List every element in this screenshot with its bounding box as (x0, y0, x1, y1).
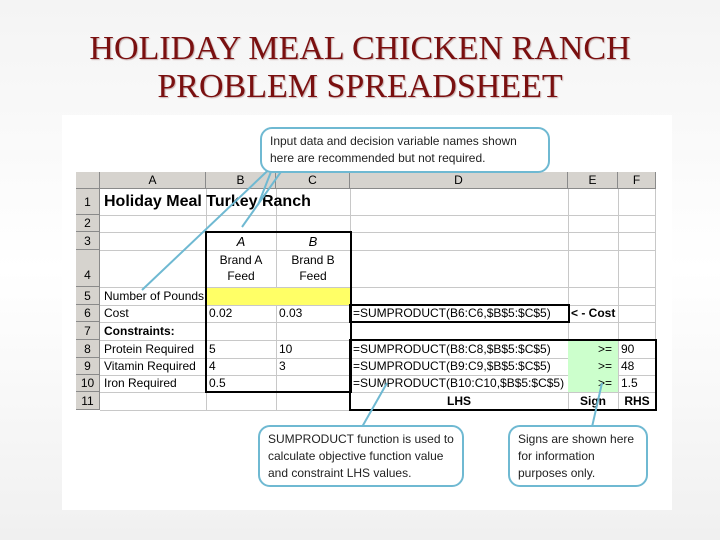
leader-line-to-pounds-label (142, 159, 280, 290)
sign-header[interactable]: Sign (580, 394, 606, 408)
row-header-2[interactable]: 2 (76, 215, 100, 232)
cost-a-cell[interactable]: 0.02 (209, 306, 233, 320)
row-header-1[interactable]: 1 (76, 189, 100, 215)
lhs-header[interactable]: LHS (447, 394, 471, 408)
column-header-c[interactable]: C (276, 172, 350, 189)
constraint-label[interactable]: Iron Required (104, 376, 177, 390)
rhs-header[interactable]: RHS (624, 394, 650, 408)
brand-a-line-1: Brand A (219, 253, 263, 267)
cost-label[interactable]: Cost (104, 306, 129, 320)
constraint-sign[interactable]: >= (597, 359, 612, 373)
row-header-11[interactable]: 11 (76, 392, 100, 410)
constraint-coef-a[interactable]: 4 (209, 359, 216, 373)
leader-line-to-lhs (362, 383, 387, 427)
cost-formula-cell[interactable]: =SUMPRODUCT(B6:C6,$B$5:$C$5) (353, 306, 551, 320)
variable-name-a[interactable]: A (236, 234, 246, 249)
cost-b-cell[interactable]: 0.03 (279, 306, 303, 320)
column-header-a[interactable]: A (100, 172, 206, 189)
constraint-lhs-formula[interactable]: =SUMPRODUCT(B10:C10,$B$5:$C$5) (353, 376, 565, 390)
constraint-rhs[interactable]: 1.5 (621, 376, 638, 390)
column-header-f[interactable]: F (618, 172, 656, 189)
row-header-3[interactable]: 3 (76, 232, 100, 250)
variable-name-b[interactable]: B (308, 234, 318, 249)
constraint-coef-a[interactable]: 0.5 (209, 376, 226, 390)
brand-b-line-1: Brand B (291, 253, 335, 267)
callout-signs: Signs are shown here for information purposes only. (508, 425, 648, 487)
column-header-e[interactable]: E (568, 172, 618, 189)
slide-title (0, 30, 720, 106)
brand-b-line-2: Feed (299, 269, 327, 283)
slide-title-line-2: PROBLEM SPREADSHEET (157, 68, 563, 105)
row-header-6[interactable]: 6 (76, 305, 100, 322)
screenshot-panel (62, 115, 672, 510)
constraint-coef-a[interactable]: 5 (209, 342, 216, 356)
constraint-rhs[interactable]: 90 (621, 342, 635, 356)
constraint-lhs-formula[interactable]: =SUMPRODUCT(B8:C8,$B$5:$C$5) (353, 342, 551, 356)
constraint-lhs-formula[interactable]: =SUMPRODUCT(B9:C9,$B$5:$C$5) (353, 359, 551, 373)
column-header-d[interactable]: D (350, 172, 568, 189)
leader-line-to-signs (592, 383, 602, 427)
sheet-title[interactable]: Holiday Meal Turkey Ranch (104, 193, 311, 210)
row-header-7[interactable]: 7 (76, 322, 100, 340)
constraints-label[interactable]: Constraints: (104, 324, 175, 338)
constraint-coef-b[interactable]: 3 (279, 359, 286, 373)
brand-a-line-2: Feed (227, 269, 255, 283)
column-header-b[interactable]: B (206, 172, 276, 189)
cost-pointer-label[interactable]: < - Cost (571, 306, 616, 320)
constraint-sign[interactable]: >= (597, 376, 612, 390)
constraint-label[interactable]: Vitamin Required (104, 359, 196, 373)
constraint-coef-b[interactable]: 10 (279, 342, 293, 356)
row-header-5[interactable]: 5 (76, 287, 100, 305)
number-of-pounds-label[interactable]: Number of Pounds (104, 289, 205, 303)
slide-title-line-1: HOLIDAY MEAL CHICKEN RANCH (89, 30, 631, 67)
callout-sumproduct: SUMPRODUCT function is used to calculate objective function value and constraint LHS values. (258, 425, 464, 487)
constraint-label[interactable]: Protein Required (104, 342, 195, 356)
row-header-10[interactable]: 10 (76, 375, 100, 392)
constraint-rhs[interactable]: 48 (621, 359, 635, 373)
constraint-sign[interactable]: >= (597, 342, 612, 356)
row-header-4[interactable]: 4 (76, 250, 100, 287)
row-header-8[interactable]: 8 (76, 340, 100, 358)
callout-input-data: Input data and decision variable names shown here are recommended but not required. (260, 127, 550, 173)
row-header-9[interactable]: 9 (76, 358, 100, 375)
